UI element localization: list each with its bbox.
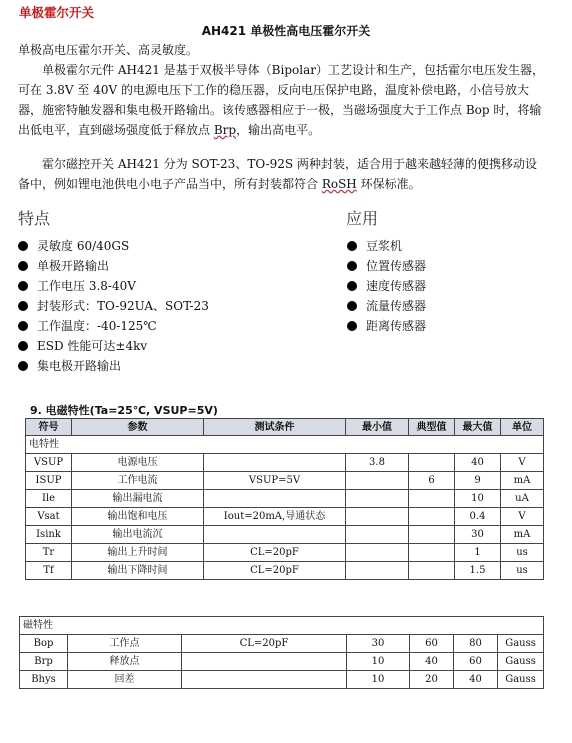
table-row bbox=[26, 472, 544, 490]
package-paragraph bbox=[18, 154, 546, 194]
feature-item-label: 工作温度：-40-125℃ bbox=[37, 319, 157, 333]
table-cell: 输出电流沉 bbox=[72, 526, 204, 544]
table-cell bbox=[204, 454, 346, 472]
table-cell: Isink bbox=[26, 526, 72, 544]
magnetic-characteristics-table bbox=[19, 616, 544, 689]
application-item-label: 距离传感器 bbox=[366, 319, 427, 333]
table-cell: 工作电流 bbox=[72, 472, 204, 490]
description-paragraph bbox=[18, 60, 546, 140]
brp-term: Brp bbox=[213, 123, 237, 137]
table-cell bbox=[346, 472, 409, 490]
table-cell: 1 bbox=[455, 544, 501, 562]
bullet-icon bbox=[347, 301, 357, 311]
table-cell bbox=[346, 544, 409, 562]
table-cell bbox=[409, 544, 455, 562]
table-cell: 输出漏电流 bbox=[72, 490, 204, 508]
table-row bbox=[26, 490, 544, 508]
bullet-icon bbox=[18, 281, 28, 291]
feature-item-label: 灵敏度 60/40GS bbox=[37, 239, 130, 253]
column-header: 最小值 bbox=[346, 419, 409, 436]
description-end: ，输出高电平。 bbox=[236, 123, 321, 137]
table-row bbox=[20, 635, 544, 653]
application-item-label: 位置传感器 bbox=[366, 259, 427, 273]
table-cell: CL=20pF bbox=[204, 562, 346, 580]
table-cell bbox=[346, 490, 409, 508]
table-cell: 60 bbox=[454, 653, 498, 671]
application-item bbox=[347, 296, 426, 316]
table-cell bbox=[409, 508, 455, 526]
application-item-label: 速度传感器 bbox=[366, 279, 427, 293]
table-heading: 9. 电磁特性(Ta=25℃, VSUP=5V) bbox=[30, 404, 218, 417]
table-cell: 3.8 bbox=[346, 454, 409, 472]
table-cell: 9 bbox=[455, 472, 501, 490]
table-row bbox=[26, 562, 544, 580]
bullet-icon bbox=[18, 301, 28, 311]
feature-item-label: 封装形式：TO-92UA、SOT-23 bbox=[37, 299, 209, 313]
table-cell: 工作点 bbox=[68, 635, 182, 653]
table-cell: 60 bbox=[410, 635, 454, 653]
table-cell: 输出饱和电压 bbox=[72, 508, 204, 526]
feature-item-label: 集电极开路输出 bbox=[37, 359, 122, 373]
column-header: 典型值 bbox=[409, 419, 455, 436]
rosh-term: RoSH bbox=[321, 177, 357, 191]
feature-item-label: 单极开路输出 bbox=[37, 259, 110, 273]
bullet-icon bbox=[347, 321, 357, 331]
feature-item bbox=[18, 236, 209, 256]
table-cell: 电源电压 bbox=[72, 454, 204, 472]
table-cell: Tr bbox=[26, 544, 72, 562]
table-cell: Brp bbox=[20, 653, 68, 671]
table-cell: V bbox=[501, 454, 544, 472]
table-cell: uA bbox=[501, 490, 544, 508]
table-cell bbox=[346, 562, 409, 580]
table-cell: 40 bbox=[455, 454, 501, 472]
table-cell: 回差 bbox=[68, 671, 182, 689]
table-cell bbox=[182, 653, 347, 671]
feature-item-label: 工作电压 3.8-40V bbox=[37, 279, 136, 293]
table-cell: Gauss bbox=[498, 635, 544, 653]
table-cell: 释放点 bbox=[68, 653, 182, 671]
bullet-icon bbox=[18, 241, 28, 251]
table-row bbox=[20, 671, 544, 689]
electrical-characteristics-table bbox=[25, 418, 544, 580]
table-cell: 20 bbox=[410, 671, 454, 689]
table-cell: 40 bbox=[454, 671, 498, 689]
table-cell bbox=[346, 526, 409, 544]
applications-heading: 应用 bbox=[346, 209, 379, 228]
group-label: 磁特性 bbox=[20, 617, 544, 635]
bullet-icon bbox=[18, 321, 28, 331]
application-item bbox=[347, 276, 426, 296]
table-cell: mA bbox=[501, 472, 544, 490]
package-text: 霍尔磁控开关 AH421 分为 SOT-23、TO-92S 两种封装，适合用于越来越轻薄的便携移动设备中，例如锂电池供电小电子产品当中，所有封装都符合 bbox=[18, 157, 537, 191]
group-row bbox=[26, 436, 544, 454]
application-item-label: 流量传感器 bbox=[366, 299, 427, 313]
table-cell: us bbox=[501, 544, 544, 562]
table-cell: ISUP bbox=[26, 472, 72, 490]
table-cell bbox=[346, 508, 409, 526]
bullet-icon bbox=[18, 361, 28, 371]
feature-item bbox=[18, 256, 209, 276]
table-cell bbox=[409, 490, 455, 508]
table-row bbox=[26, 544, 544, 562]
table-cell bbox=[204, 526, 346, 544]
bullet-icon bbox=[18, 341, 28, 351]
table-cell: Ile bbox=[26, 490, 72, 508]
table-row bbox=[26, 508, 544, 526]
table-cell: 10 bbox=[455, 490, 501, 508]
table-cell bbox=[409, 526, 455, 544]
feature-item bbox=[18, 336, 209, 356]
table-row bbox=[26, 454, 544, 472]
table-cell: 80 bbox=[454, 635, 498, 653]
feature-item bbox=[18, 296, 209, 316]
applications-list bbox=[347, 236, 426, 336]
features-list bbox=[18, 236, 209, 376]
column-header: 符号 bbox=[26, 419, 72, 436]
table-cell: Gauss bbox=[498, 653, 544, 671]
table-cell: 6 bbox=[409, 472, 455, 490]
table-cell bbox=[204, 490, 346, 508]
bullet-icon bbox=[347, 241, 357, 251]
table-cell: 输出上升时间 bbox=[72, 544, 204, 562]
column-header: 单位 bbox=[501, 419, 544, 436]
table-cell: Bhys bbox=[20, 671, 68, 689]
table-row bbox=[26, 526, 544, 544]
table-cell: CL=20pF bbox=[204, 544, 346, 562]
table-cell: 40 bbox=[410, 653, 454, 671]
group-label: 电特性 bbox=[26, 436, 544, 454]
table-cell: 0.4 bbox=[455, 508, 501, 526]
document-title: AH421 单极性高电压霍尔开关 bbox=[201, 24, 371, 38]
column-header: 测试条件 bbox=[204, 419, 346, 436]
table-cell: CL=20pF bbox=[182, 635, 347, 653]
application-item-label: 豆浆机 bbox=[366, 239, 403, 253]
table-cell: VSUP bbox=[26, 454, 72, 472]
table-cell: 10 bbox=[347, 671, 410, 689]
table-cell: VSUP=5V bbox=[204, 472, 346, 490]
table-cell: Gauss bbox=[498, 671, 544, 689]
table-cell: Bop bbox=[20, 635, 68, 653]
table-cell: V bbox=[501, 508, 544, 526]
table-cell bbox=[409, 454, 455, 472]
table-cell: Tf bbox=[26, 562, 72, 580]
feature-item bbox=[18, 316, 209, 336]
table-row bbox=[20, 653, 544, 671]
group-row bbox=[20, 617, 544, 635]
feature-item-label: ESD 性能可达±4kv bbox=[37, 339, 148, 353]
bullet-icon bbox=[18, 261, 28, 271]
bullet-icon bbox=[347, 281, 357, 291]
column-header: 最大值 bbox=[455, 419, 501, 436]
table-cell: 输出下降时间 bbox=[72, 562, 204, 580]
description-text: 单极霍尔元件 AH421 是基于双极半导体（Bipolar）工艺设计和生产，包括霍尔电压发生器，可在 3.8V 至 40V 的电源电压下工作的稳压器，反向电压保护电路，温度补偿电路，小信号放大器，施密特触发器和集电极开路输出。该传感器相应于一极，当磁场强度大于工作点 Bop 时，将输出低电平，直到磁场强度低于释放点 bbox=[18, 63, 544, 137]
application-item bbox=[347, 236, 426, 256]
features-heading: 特点 bbox=[18, 209, 51, 228]
table-cell: us bbox=[501, 562, 544, 580]
table-cell: 1.5 bbox=[455, 562, 501, 580]
application-item bbox=[347, 316, 426, 336]
feature-item bbox=[18, 276, 209, 296]
application-item bbox=[347, 256, 426, 276]
feature-item bbox=[18, 356, 209, 376]
table-cell: mA bbox=[501, 526, 544, 544]
table-cell: Iout=20mA,导通状态 bbox=[204, 508, 346, 526]
table-cell: 30 bbox=[455, 526, 501, 544]
table-cell bbox=[182, 671, 347, 689]
table-cell bbox=[409, 562, 455, 580]
table-cell: 30 bbox=[347, 635, 410, 653]
top-title: 单极霍尔开关 bbox=[19, 5, 95, 20]
bullet-icon bbox=[347, 261, 357, 271]
table-cell: 10 bbox=[347, 653, 410, 671]
package-end: 环保标准。 bbox=[356, 177, 421, 191]
intro-paragraph: 单极高电压霍尔开关、高灵敏度。 bbox=[18, 43, 199, 57]
column-header: 参数 bbox=[72, 419, 204, 436]
table-cell: Vsat bbox=[26, 508, 72, 526]
